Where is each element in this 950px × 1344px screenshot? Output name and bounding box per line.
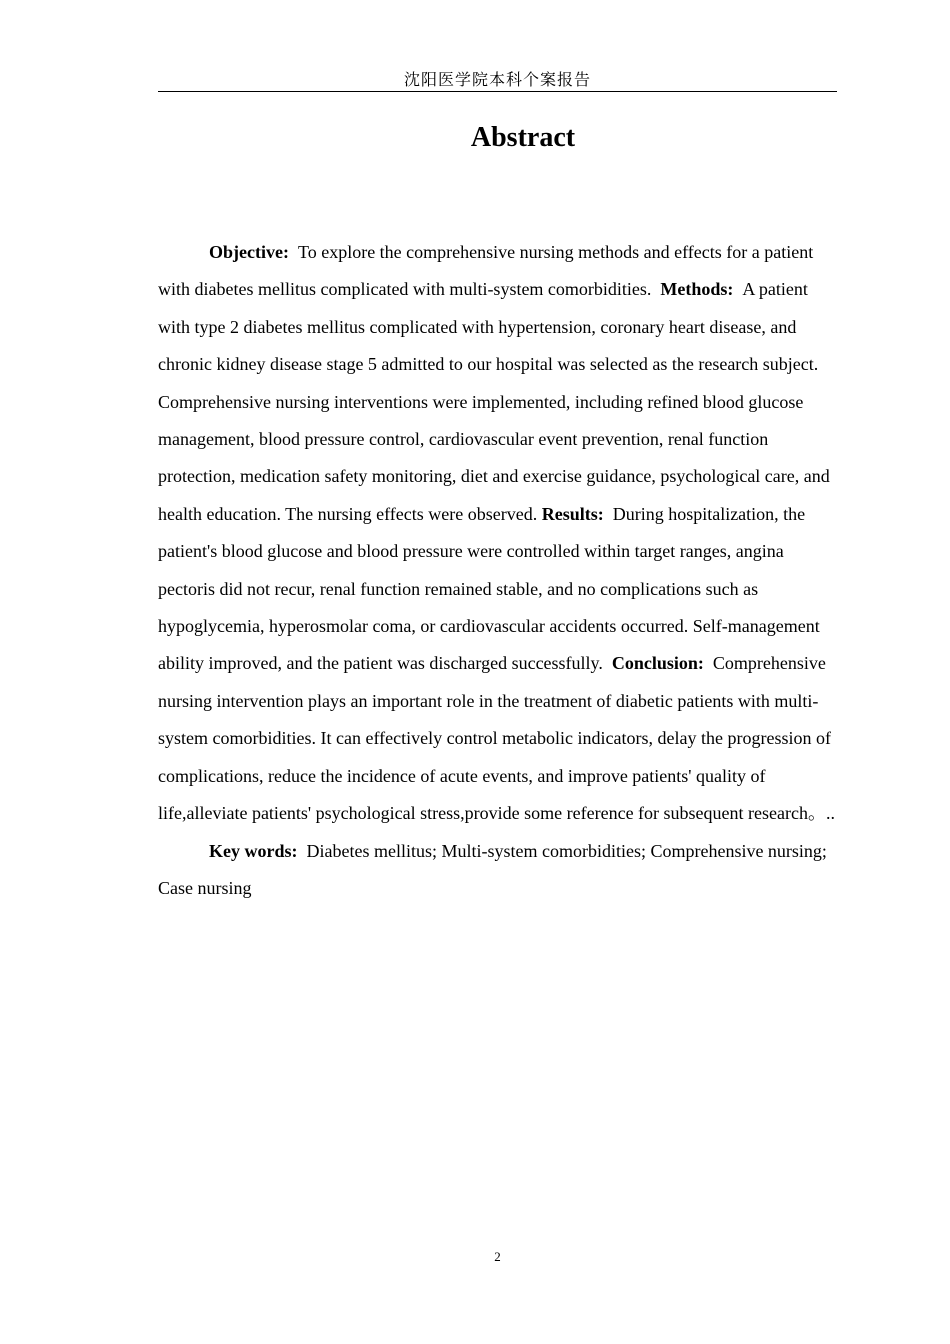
results-text: During hospitalization, the patient's blood glucose and blood pressure were controlled within target ranges, angina pectoris did not recur, renal function remained stable, and no complications such as hypoglycemia, hyperosmolar coma, or cardiovascular accidents occurred. Self-management ability improved, and the patient was discharged successfully. xyxy=(158,503,820,674)
keywords-label: Key words: xyxy=(209,840,298,861)
abstract-paragraph xyxy=(158,234,840,833)
header-rule xyxy=(158,91,837,92)
conclusion-text: Comprehensive nursing intervention plays an important role in the treatment of diabetic patients with multi-system comorbidities. It can effectively control metabolic indicators, delay the progression of complications, reduce the incidence of acute events, and improve patients' quality of life,alleviate patients' psychological stress,provide some reference for subsequent research。.. xyxy=(158,653,835,824)
methods-text: A patient with type 2 diabetes mellitus complicated with hypertension, coronary heart disease, and chronic kidney disease stage 5 admitted to our hospital was selected as the research subject. Comprehensive nursing interventions were implemented, including refined blood glucose management, blood pressure control, cardiovascular event prevention, renal function protection, medication safety monitoring, diet and exercise guidance, psychological care, and health education. The nursing effects were observed. xyxy=(158,279,830,524)
objective-label: Objective: xyxy=(209,242,289,262)
page-number: 2 xyxy=(494,1249,501,1264)
abstract-body xyxy=(158,234,840,907)
keywords-text: Diabetes mellitus; Multi-system comorbidities; Comprehensive nursing; Case nursing xyxy=(158,840,827,898)
abstract-title: Abstract xyxy=(470,122,576,153)
conclusion-label: Conclusion: xyxy=(611,653,704,674)
keywords-paragraph xyxy=(158,833,840,908)
results-label: Results: xyxy=(541,503,604,524)
objective-text: To explore the comprehensive nursing methods and effects for a patient with diabetes mellitus complicated with multi-system comorbidities. xyxy=(158,242,814,300)
methods-label: Methods: xyxy=(660,279,734,300)
page-header: 沈阳医学院本科个案报告 xyxy=(403,70,591,89)
